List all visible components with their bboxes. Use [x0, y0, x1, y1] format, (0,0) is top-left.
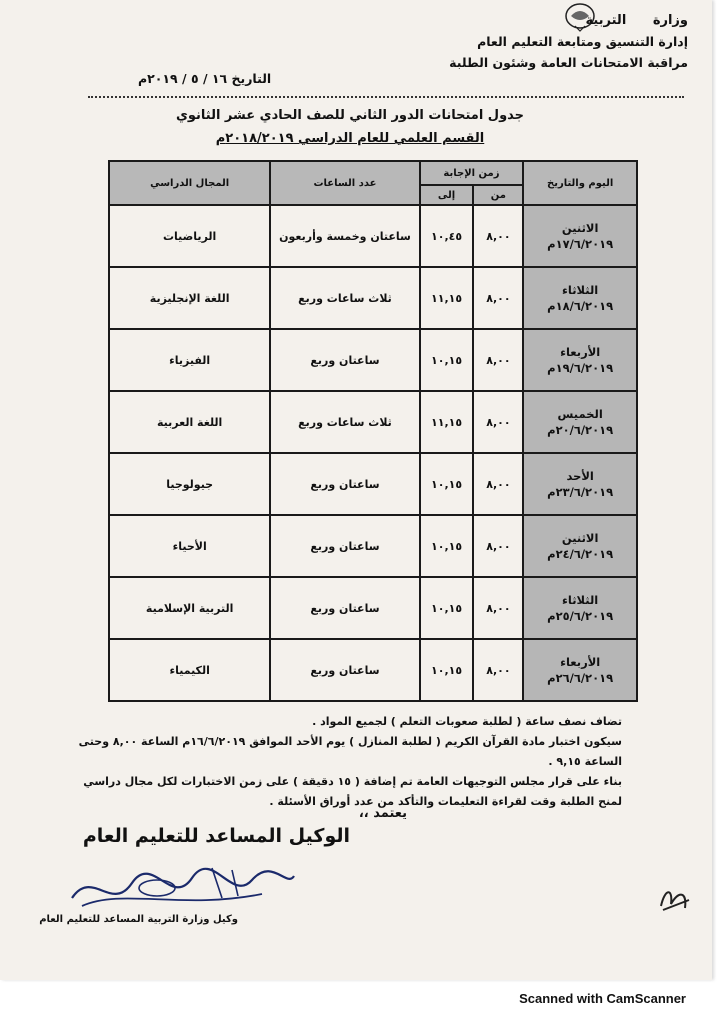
- approval-text: يعتمد ،،: [358, 806, 407, 821]
- day-name: الأربعاء: [560, 345, 601, 359]
- notes-block: [62, 712, 622, 812]
- day-date: ٢٤/٦/٢٠١٩م: [547, 547, 614, 561]
- from-cell: ٨,٠٠: [473, 515, 523, 577]
- table-row: [109, 577, 637, 639]
- signature-caption: وكيل وزارة التربية المساعد للتعليم العام: [39, 914, 238, 925]
- to-cell: ١٠,١٥: [420, 453, 474, 515]
- day-date: ٢٥/٦/٢٠١٩م: [547, 609, 614, 623]
- day-date: ١٧/٦/٢٠١٩م: [547, 237, 614, 251]
- table-row: [109, 329, 637, 391]
- day-cell: [523, 515, 637, 577]
- to-cell: ١٠,١٥: [420, 329, 474, 391]
- day-name: الخميس: [557, 407, 603, 421]
- hours-cell: ساعتان وربع: [270, 515, 419, 577]
- to-cell: ١١,١٥: [420, 391, 474, 453]
- to-cell: ١٠,١٥: [420, 577, 474, 639]
- table-row: [109, 515, 637, 577]
- scanner-watermark: Scanned with CamScanner: [519, 991, 686, 1006]
- day-cell: [523, 205, 637, 267]
- header-time: زمن الإجابة: [420, 161, 524, 185]
- day-cell: [523, 453, 637, 515]
- handwritten-initials-icon: [655, 880, 695, 916]
- hours-cell: ساعتان وربع: [270, 329, 419, 391]
- hours-cell: ثلاث ساعات وربع: [270, 267, 419, 329]
- from-cell: ٨,٠٠: [473, 329, 523, 391]
- header-subject: المجال الدراسي: [109, 161, 270, 205]
- day-name: الأحد: [566, 469, 594, 483]
- table-row: [109, 453, 637, 515]
- from-cell: ٨,٠٠: [473, 267, 523, 329]
- day-date: ٢٦/٦/٢٠١٩م: [547, 671, 614, 685]
- from-cell: ٨,٠٠: [473, 577, 523, 639]
- hours-cell: ساعتان وربع: [270, 577, 419, 639]
- header-from: من: [473, 185, 523, 205]
- hours-cell: ساعتان وربع: [270, 453, 419, 515]
- subject-cell: التربية الإسلامية: [109, 577, 270, 639]
- day-date: ٢٠/٦/٢٠١٩م: [547, 423, 614, 437]
- subject-cell: اللغة الإنجليزية: [109, 267, 270, 329]
- section-name: مراقبة الامتحانات العامة وشئون الطلبة: [449, 55, 688, 70]
- day-name: الأربعاء: [560, 655, 601, 669]
- to-cell: ١١,١٥: [420, 267, 474, 329]
- day-date: ٢٣/٦/٢٠١٩م: [547, 485, 614, 499]
- from-cell: ٨,٠٠: [473, 453, 523, 515]
- signatory-title: الوكيل المساعد للتعليم العام: [82, 825, 350, 847]
- handwritten-signature-icon: [62, 858, 302, 918]
- hours-cell: ثلاث ساعات وربع: [270, 391, 419, 453]
- exam-schedule-table: [108, 160, 638, 702]
- from-cell: ٨,٠٠: [473, 639, 523, 701]
- dotted-divider: [88, 96, 684, 98]
- to-cell: ١٠,١٥: [420, 639, 474, 701]
- day-cell: [523, 577, 637, 639]
- subject-cell: الفيزياء: [109, 329, 270, 391]
- table-row: [109, 205, 637, 267]
- day-name: الاثنين: [561, 531, 599, 545]
- day-date: ١٨/٦/٢٠١٩م: [547, 299, 614, 313]
- subject-cell: الأحياء: [109, 515, 270, 577]
- note-line: سيكون اختبار مادة القرآن الكريم ( لطلبة المنازل ) يوم الأحد الموافق ١٦/٦/٢٠١٩م الساعة ٨,٠٠ وحتى الساعة ٩,١٥ .: [78, 735, 622, 768]
- from-cell: ٨,٠٠: [473, 205, 523, 267]
- subject-cell: اللغة العربية: [109, 391, 270, 453]
- to-cell: ١٠,٤٥: [420, 205, 474, 267]
- subject-cell: الرياضيات: [109, 205, 270, 267]
- table-row: [109, 391, 637, 453]
- day-cell: [523, 329, 637, 391]
- ministry-name: التربية: [585, 13, 627, 28]
- department-name: إدارة التنسيق ومتابعة التعليم العام: [477, 34, 688, 49]
- schedule-title: جدول امتحانات الدور الثاني للصف الحادي عشر الثانوي: [175, 108, 525, 123]
- day-cell: [523, 639, 637, 701]
- schedule-subtitle: القسم العلمي للعام الدراسي ٢٠١٨/٢٠١٩م: [215, 131, 485, 146]
- subject-cell: جيولوجيا: [109, 453, 270, 515]
- letterhead: [388, 10, 688, 73]
- table-row: [109, 639, 637, 701]
- to-cell: ١٠,١٥: [420, 515, 474, 577]
- document-date: التاريخ ١٦ / ٥ / ٢٠١٩م: [138, 71, 272, 86]
- day-name: الثلاثاء: [562, 283, 599, 297]
- table-row: [109, 267, 637, 329]
- day-name: الاثنين: [561, 221, 599, 235]
- hours-cell: ساعتان وربع: [270, 639, 419, 701]
- header-to: إلى: [420, 185, 474, 205]
- day-cell: [523, 267, 637, 329]
- header-day: اليوم والتاريخ: [523, 161, 637, 205]
- ministry-label: وزارة: [652, 13, 688, 28]
- ministry-line: [388, 10, 688, 31]
- note-line: بناء على قرار مجلس التوجيهات العامة تم إضافة ( ١٥ دقيقة ) على زمن الاختبارات لكل مجال دراسي لمنح الطلبة وقت لقراءة التعليمات والتأكد من عدد أوراق الأسئلة .: [83, 775, 622, 808]
- day-cell: [523, 391, 637, 453]
- day-date: ١٩/٦/٢٠١٩م: [547, 361, 614, 375]
- note-line: تضاف نصف ساعة ( لطلبة صعوبات التعلم ) لجميع المواد .: [312, 715, 622, 728]
- header-hours: عدد الساعات: [270, 161, 419, 205]
- from-cell: ٨,٠٠: [473, 391, 523, 453]
- hours-cell: ساعتان وخمسة وأربعون: [270, 205, 419, 267]
- day-name: الثلاثاء: [562, 593, 599, 607]
- subject-cell: الكيمياء: [109, 639, 270, 701]
